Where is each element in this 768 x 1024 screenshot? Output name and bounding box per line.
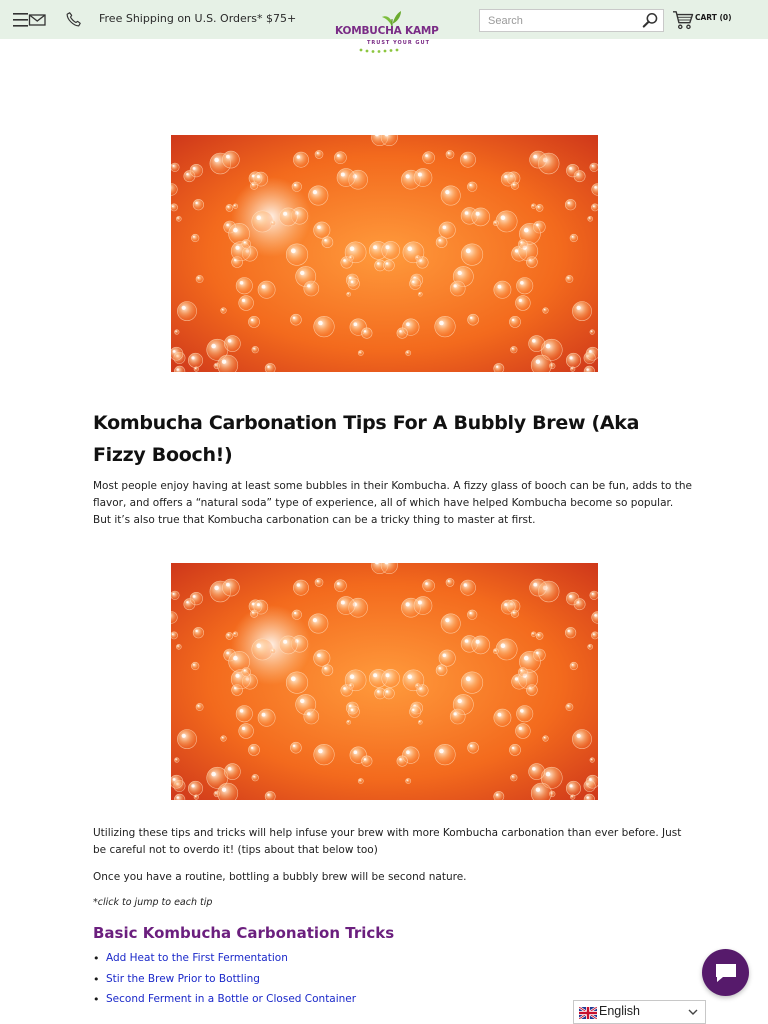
chat-bubble-icon <box>714 962 738 984</box>
list-item <box>93 973 356 994</box>
logo-swoosh <box>357 46 407 54</box>
logo-tagline: TRUST YOUR GUT <box>367 40 430 46</box>
search-input[interactable] <box>480 10 640 31</box>
menu-icon <box>13 12 47 28</box>
cart-button[interactable] <box>672 10 734 30</box>
logo-wordmark: KOMBUCHA KAMP <box>335 25 439 37</box>
search-box <box>479 9 664 32</box>
chevron-down-icon <box>688 1009 698 1016</box>
uk-flag-icon <box>579 1007 597 1019</box>
tip-link-second-ferment[interactable]: Second Ferment in a Bottle or Closed Container <box>106 993 357 1005</box>
language-selector[interactable] <box>573 1000 706 1024</box>
hero-image-bubbles <box>171 135 598 372</box>
site-header <box>0 0 768 46</box>
jump-note: *click to jump to each tip <box>93 897 213 908</box>
cart-label: CART (0) <box>695 13 732 22</box>
list-item <box>93 952 356 973</box>
phone-button[interactable] <box>65 11 82 28</box>
article-title: Kombucha Carbonation Tips For A Bubbly Brew (Aka Fizzy Booch!) <box>93 412 640 466</box>
mail-icon <box>30 15 46 25</box>
tip-link-stir-brew[interactable]: Stir the Brew Prior to Bottling <box>106 972 260 985</box>
phone-icon <box>65 11 82 28</box>
free-shipping-banner[interactable]: Free Shipping on U.S. Orders* $75+ <box>99 12 297 25</box>
chat-button[interactable] <box>702 949 749 996</box>
search-icon <box>642 12 659 29</box>
cart-icon <box>672 10 694 30</box>
article-paragraph-tips: Utilizing these tips and tricks will help infuse your brew with more Kombucha carbonation than ever before. Just be careful not to overdo it! (tips about that below too) <box>93 827 682 856</box>
section-heading: Basic Kombucha Carbonation Tricks <box>93 924 395 942</box>
menu-button[interactable] <box>13 12 47 28</box>
tips-list <box>93 952 356 1014</box>
tip-link-add-heat[interactable]: Add Heat to the First Fermentation <box>106 952 288 964</box>
content-image-bubbles <box>171 563 598 800</box>
article-intro: Most people enjoy having at least some bubbles in their Kombucha. A fizzy glass of booch can be fun, adds to the flavor, and offers a “natural soda” type of experience, all of which have helped Kombucha become so popular. But it’s also true that Kombucha carbonation can be a tricky thing to master at first. <box>93 480 692 526</box>
site-logo[interactable] <box>333 8 439 56</box>
language-label: English <box>599 1004 640 1018</box>
article-paragraph-routine: Once you have a routine, bottling a bubbly brew will be second nature. <box>93 871 467 883</box>
search-button[interactable] <box>642 12 659 29</box>
list-item <box>93 993 356 1014</box>
